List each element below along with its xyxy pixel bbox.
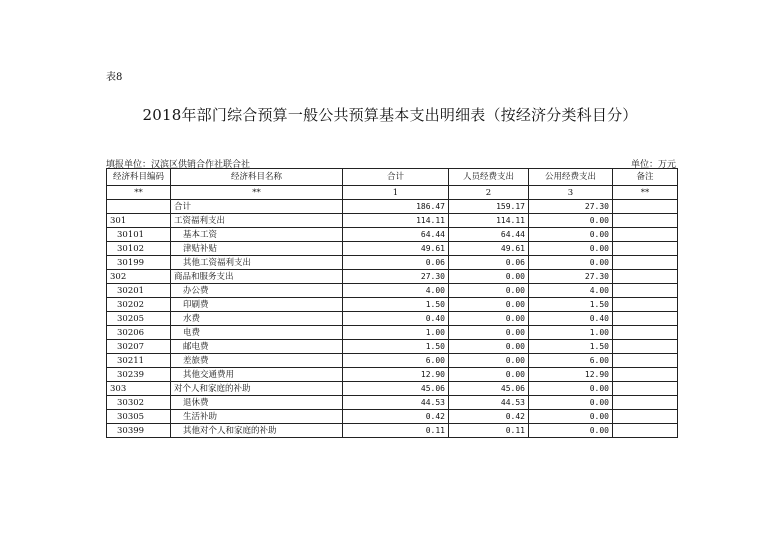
table-row [107,242,678,256]
cell-personnel: 0.00 [449,284,529,298]
table-row [107,200,678,214]
cell-name: 印刷费 [171,298,343,312]
cell-public: 0.00 [529,214,613,228]
index-cell: 3 [529,186,613,200]
header-row [107,169,678,186]
cell-public: 27.30 [529,270,613,284]
cell-public: 0.00 [529,424,613,438]
cell-code: 30102 [107,242,171,256]
cell-note [613,214,678,228]
cell-total: 1.50 [343,298,449,312]
header-code: 经济科目编码 [107,169,171,186]
cell-personnel: 0.00 [449,340,529,354]
cell-personnel: 45.06 [449,382,529,396]
cell-name: 生活补助 [171,410,343,424]
cell-total: 1.50 [343,340,449,354]
cell-note [613,200,678,214]
cell-personnel: 64.44 [449,228,529,242]
header-personnel: 人员经费支出 [449,169,529,186]
cell-note [613,340,678,354]
cell-code: 303 [107,382,171,396]
cell-personnel: 0.00 [449,354,529,368]
cell-code: 302 [107,270,171,284]
cell-code: 30199 [107,256,171,270]
table-row [107,410,678,424]
cell-name: 水费 [171,312,343,326]
index-cell: 2 [449,186,529,200]
cell-personnel: 0.42 [449,410,529,424]
cell-code: 30205 [107,312,171,326]
cell-note [613,298,678,312]
cell-note [613,382,678,396]
cell-name: 对个人和家庭的补助 [171,382,343,396]
cell-name: 其他交通费用 [171,368,343,382]
cell-total: 44.53 [343,396,449,410]
table-row [107,368,678,382]
cell-name: 电费 [171,326,343,340]
cell-code: 30207 [107,340,171,354]
cell-code: 30211 [107,354,171,368]
cell-name: 退休费 [171,396,343,410]
cell-personnel: 49.61 [449,242,529,256]
cell-public: 0.00 [529,242,613,256]
table-row [107,298,678,312]
cell-total: 64.44 [343,228,449,242]
index-row [107,186,678,200]
cell-total: 0.40 [343,312,449,326]
cell-name: 其他对个人和家庭的补助 [171,424,343,438]
cell-note [613,396,678,410]
cell-code: 301 [107,214,171,228]
table-row [107,270,678,284]
cell-name: 差旅费 [171,354,343,368]
table-row [107,424,678,438]
expenditure-table [106,168,678,438]
cell-note [613,368,678,382]
index-cell: 1 [343,186,449,200]
index-cell: ** [107,186,171,200]
table-row [107,340,678,354]
cell-note [613,326,678,340]
cell-name: 办公费 [171,284,343,298]
cell-code: 30239 [107,368,171,382]
cell-name: 津贴补贴 [171,242,343,256]
table-row [107,382,678,396]
cell-personnel: 44.53 [449,396,529,410]
cell-public: 4.00 [529,284,613,298]
cell-public: 1.50 [529,340,613,354]
cell-code: 30302 [107,396,171,410]
table-row [107,284,678,298]
header-name: 经济科目名称 [171,169,343,186]
table-row [107,256,678,270]
cell-name: 商品和服务支出 [171,270,343,284]
cell-note [613,242,678,256]
cell-total: 0.11 [343,424,449,438]
cell-public: 0.00 [529,256,613,270]
cell-total: 12.90 [343,368,449,382]
cell-note [613,284,678,298]
cell-code: 30206 [107,326,171,340]
index-cell: ** [613,186,678,200]
cell-public: 1.00 [529,326,613,340]
cell-personnel: 0.00 [449,326,529,340]
cell-note [613,270,678,284]
cell-name: 工资福利支出 [171,214,343,228]
header-public: 公用经费支出 [529,169,613,186]
table-row [107,354,678,368]
table-row [107,326,678,340]
cell-total: 0.06 [343,256,449,270]
cell-personnel: 114.11 [449,214,529,228]
index-cell: ** [171,186,343,200]
currency-unit: 单位：万元 [630,160,676,170]
cell-note [613,410,678,424]
cell-code: 30399 [107,424,171,438]
cell-public: 0.00 [529,382,613,396]
cell-total: 4.00 [343,284,449,298]
header-note: 备注 [613,169,678,186]
cell-name: 合计 [171,200,343,214]
cell-total: 6.00 [343,354,449,368]
cell-name: 邮电费 [171,340,343,354]
cell-note [613,354,678,368]
cell-name: 基本工资 [171,228,343,242]
cell-public: 0.00 [529,396,613,410]
cell-total: 49.61 [343,242,449,256]
cell-note [613,312,678,326]
cell-total: 45.06 [343,382,449,396]
table-row [107,228,678,242]
cell-public: 27.30 [529,200,613,214]
cell-personnel: 0.11 [449,424,529,438]
table-row [107,312,678,326]
cell-personnel: 159.17 [449,200,529,214]
cell-personnel: 0.00 [449,368,529,382]
cell-total: 1.00 [343,326,449,340]
cell-code [107,200,171,214]
cell-public: 0.40 [529,312,613,326]
cell-total: 27.30 [343,270,449,284]
cell-note [613,256,678,270]
cell-personnel: 0.06 [449,256,529,270]
cell-personnel: 0.00 [449,312,529,326]
cell-public: 6.00 [529,354,613,368]
cell-note [613,228,678,242]
cell-personnel: 0.00 [449,298,529,312]
filling-unit: 填报单位：汉滨区供销合作社联合社 [106,160,251,170]
cell-public: 12.90 [529,368,613,382]
cell-name: 其他工资福利支出 [171,256,343,270]
cell-code: 30201 [107,284,171,298]
cell-note [613,424,678,438]
page-title: 2018年部门综合预算一般公共预算基本支出明细表（按经济分类科目分） [142,106,638,124]
cell-code: 30202 [107,298,171,312]
cell-public: 0.00 [529,228,613,242]
cell-total: 0.42 [343,410,449,424]
header-total: 合计 [343,169,449,186]
cell-total: 114.11 [343,214,449,228]
table-row [107,396,678,410]
cell-total: 186.47 [343,200,449,214]
table-number: 表8 [106,72,123,83]
cell-public: 0.00 [529,410,613,424]
cell-public: 1.50 [529,298,613,312]
table-row [107,214,678,228]
cell-code: 30101 [107,228,171,242]
cell-code: 30305 [107,410,171,424]
cell-personnel: 0.00 [449,270,529,284]
